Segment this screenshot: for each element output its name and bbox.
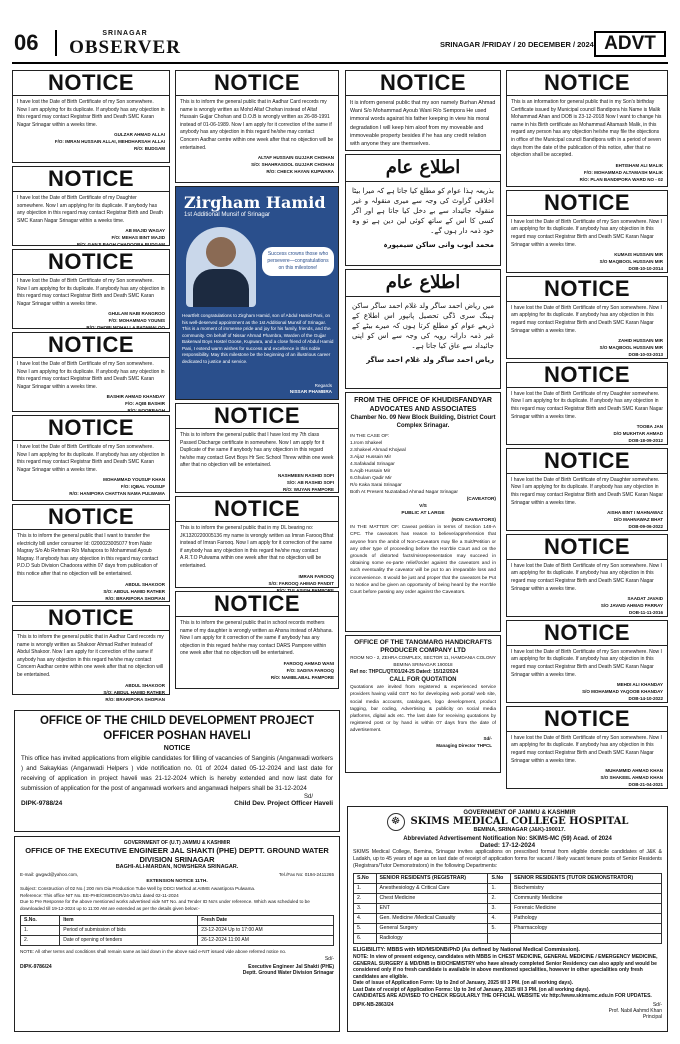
notice-signature [507, 681, 667, 705]
notice-box [506, 448, 668, 531]
signature-line: S/O MAQBOOL HUSSAIN MIR [599, 259, 663, 265]
table-cell: General Surgery [376, 924, 488, 934]
signature-line: R/O: WUYAN PAMPORE [282, 486, 334, 492]
notice-heading: NOTICE [507, 535, 667, 560]
notice-body: This is to inform the general public that I have lost my 7th class Passed Discharge certificate in somewhere. Now I am apply for it Duplicate of the same if anybody has any objection in this regard he/she may contact Govt Boys Hr Sec School Threw within one week after that no objection will be entertained. [180, 432, 334, 469]
table-row [354, 884, 662, 894]
table-header-row [354, 874, 662, 884]
notice-heading: NOTICE [507, 621, 667, 646]
table-cell: Biochemistry [511, 884, 662, 894]
portrait-photo [186, 227, 256, 307]
notice-heading: NOTICE [176, 71, 338, 96]
skims-table [353, 873, 662, 944]
header-rule [12, 62, 668, 64]
jal-sd: Sd/- [324, 955, 334, 962]
caveat-party-line: (CAVEATOR) [466, 497, 496, 503]
caveat-party-line: 4.Safakadal Srinagar [350, 462, 395, 468]
signature-line: DOB-10-10-2014 [628, 266, 663, 272]
table-cell: Community Medicine [511, 894, 662, 904]
table-cell: 6. [354, 934, 377, 944]
notice-heading: NOTICE [346, 71, 500, 96]
notice-box [506, 706, 668, 789]
signature-line: R/O: BRARIPORA SHOPIAN [105, 696, 165, 702]
signature-line: R/O: PLAN BANDIPORA WARD NO - 02 [579, 176, 663, 182]
notice-box [506, 620, 668, 703]
cdp-notice-label: NOTICE [163, 745, 191, 752]
signature-line: DOB-09-06-2022 [628, 524, 663, 530]
table-header-cell: SENIOR RESIDENTS (REGISTRAR) [376, 874, 488, 884]
signature-line: R/O: NAMBLABAL PAMPORE [270, 674, 334, 680]
cdp-notice [14, 710, 340, 832]
table-row [21, 936, 334, 946]
notice-signature [176, 154, 338, 178]
dateline: SRINAGAR /FRIDAY / 20 DECEMBER / 2024 [440, 40, 594, 49]
signature-line: MOHAMMAD YOUSUF KHAN [103, 477, 165, 483]
caveat-party-line: 3.Aijaz Hussain Mir [350, 455, 392, 461]
notice-body: I have lost the Date of Birth Certificate of my Son somewhere. Now I am applying for its duplicate. If anybody has any objection in this regard may contact Registrar Birth and Death SMC Karan Nagar Srinagar within a weeks time. [511, 218, 662, 248]
jal-shakti-notice [14, 836, 340, 1032]
signature-line: MEHDI ALI KHANDAY [616, 682, 663, 688]
caveat-party-line: IN THE CASE OF: [350, 434, 390, 440]
notice-box [175, 403, 339, 493]
signature-line: DOB-11-11-2016 [628, 610, 663, 616]
notice-body: I have lost the Date of Birth Certificate of my Daughter somewhere. Now I am applying for its duplicate. If anybody has any objection in this regard may contact Registrar Birth and Death SMC Karan Nagar Srinagar within a weeks time. [511, 476, 664, 506]
notice-heading: NOTICE [507, 277, 667, 302]
notice-body: I have lost the Date of Birth Certificate of my Son somewhere. Now I am applying for its duplicate. If anybody has any objection in this regard may contact Registrar Birth and Death SMC Karan Nagar Srinagar within a weeks time. [17, 278, 165, 307]
signature-line: KUMAIS HUSSAIN MIR [614, 252, 663, 258]
notice-body: I have lost the Date of Birth Certificate of my Son somewhere. Now I am applying for its duplicate. If anybody has any objection in this regard may contact Registrar Birth and Death SMC Karan Nagar Srinagar within a weeks time. [17, 99, 165, 128]
signature-line: F/O: AQIB BASHIR [125, 401, 165, 407]
signature-line: ABDUL SHAKOOR [125, 581, 165, 587]
caveat-party-line: 1.Irom Shakeel [350, 441, 383, 447]
notice-body: This is to inform the general public that in my DL bearing no: JK1320220005136 my name is wrongly written as Imran Farooq Bhat instead of Imran Farooq. Now I am apply for it correction of the same if anybody has any objection in this regard he/she may contact A.R.T.O Pulwama within one week after that no objection will be entertained. [180, 525, 334, 569]
skims-dated: Dated: 17-12-2024 [479, 842, 536, 849]
signature-line: F/O: SADIYA FAROOQ [286, 667, 334, 673]
signature-line: AISHA BINT I MAHNAWAZ [607, 510, 663, 516]
cdp-sd: Sd/ [303, 794, 313, 800]
skims-dipk: DIPK-NB-2863/24 [353, 1001, 394, 1008]
signature-line: D/O MUKHTAR AHMAD [613, 431, 663, 437]
table-cell: Pathology [511, 914, 662, 924]
signature-line: DOB-10-03-2013 [628, 352, 663, 358]
table-cell: 1. [354, 884, 377, 894]
cdp-title-2: OFFICER POSHAN HAVELI [103, 730, 251, 742]
cdp-title-1: OFFICE OF THE CHILD DEVELOPMENT PROJECT [39, 715, 315, 727]
signature-line: R/O: BUDGAM [134, 146, 165, 152]
advocates-title: FROM THE OFFICE OF KHUDISFANDYAR ADVOCATES AND ASSOCIATES [354, 397, 492, 414]
urdu-notice-1 [345, 154, 501, 266]
signature-line: S/O MAQBOOL HUSSAIN MIR [599, 345, 663, 351]
skims-advertisement [347, 806, 668, 1032]
header-divider [55, 30, 57, 56]
table-cell: Forensic Medicine [511, 904, 662, 914]
table-cell: 2. [21, 936, 60, 946]
notice-body: I have lost the Date of Birth Certificate of my Daughter somewhere. Now I am applying for its duplicate. If anybody has any objection in this regard may contact Registrar Birth and Death SMC Karan Nagar Srinagar within a weeks time. [17, 195, 163, 224]
table-row [21, 926, 334, 936]
advocates-address: Chamber No. 09 New Block Building, District Court Complex Srinagar. [350, 415, 496, 430]
notice-box [175, 70, 339, 183]
notice-signature [507, 337, 667, 361]
table-cell: 4. [488, 914, 511, 924]
table-row [354, 904, 662, 914]
table-cell: 3. [354, 904, 377, 914]
signature-line: S/O MOHAMMAD YAQOOB KHANDAY [582, 689, 663, 695]
caveat-party-line: Both At Present Nuzatabad Ahmad Nagar Srinagar [350, 490, 458, 496]
cdp-dipk: DIPK-9788/24 [21, 800, 63, 807]
notice-signature [350, 735, 496, 752]
signature-line: R/O: HANIPORA CHATTAN NAMA PULWAMA [69, 491, 165, 497]
notice-heading: NOTICE [507, 191, 667, 216]
notice-heading: NOTICE [13, 167, 169, 192]
signature-line: DOB-14-10-2022 [628, 696, 663, 702]
notice-body: This is to inform the general public that I want to transfer the electricity bill under consumer Id: 0200023005077 from Nabir Magray S/o Ab Rehman R/o Mahapora to Mohammad Ayoub Magray. If anybody has any objection in this regard may contact P.D.D Sub Division Chadoora within 07 days from publication of this notice after that no objection will be entertained. [17, 533, 159, 577]
signature-line: F/O: MEHAS BINT MAJID [111, 235, 165, 241]
table-cell: 4. [354, 914, 377, 924]
signature-line: F/O: IQBAL YOUSUF [120, 484, 165, 490]
table-cell: Period of submission of bids [60, 926, 198, 936]
signature-line: DOB-21-04-2021 [628, 782, 663, 788]
notice-signature [507, 595, 667, 619]
signature-line: DOB-18-09-2012 [628, 438, 663, 444]
notice-signature [507, 767, 667, 791]
notice-box [12, 166, 170, 246]
jal-tel: Tel./Fax No: 0194-2411265 [278, 872, 334, 877]
skims-note: Date of issue of Application Form: Up to 2nd of January, 2025 till 3 PM. (on all working days). [353, 980, 574, 986]
table-cell: 1. [488, 884, 511, 894]
jal-note: Due to Pre Response for the above mentioned works advertised vide NIT No. and Tender ID No's under reference. Which was scheduled to be downloaded till 19-12-2024 up to 11:00 AM are extended as per the details given below:- [20, 899, 310, 911]
congrats-from: NISSAR PHAMBRA [289, 389, 332, 394]
skims-note: NOTE: In view of present exigency, candidates with MBBS in CHEST MEDICINE, GENERAL MEDICINE / EMERGENCY MEDICINE, GENERAL SURGERY & MD/DNB in BIOCHEMISTRY who have already completed Senior Residency can also apply and would be considered only if no fresh candidate is available in above mentioned specialities, however in other specialities only fresh candidates are eligible. [353, 954, 658, 980]
notice-box [506, 276, 668, 359]
jal-notes: NOTE: All other terms and conditions shall remain same as laid down in the above said e-NIT issued vide above referred notice no. [20, 949, 287, 954]
urdu-heading: اطلاع عام [346, 155, 500, 182]
signature-line: S/O: FAROOQ AHMAD PANDIT [268, 580, 334, 586]
notice-signature [13, 581, 169, 605]
signature-line: S/O: SHAHRASOOL GUJJAR CHOHAN [251, 162, 334, 168]
notice-signature [13, 682, 169, 706]
caveat-party-line: (NON CAVEATORS) [451, 518, 496, 524]
tangmarg-ref: Ref no: THPCL/QT/01/24-25 Dated: 15/12/2024 [350, 669, 459, 676]
signature-line: GHULAM NABI RANGROO [108, 311, 165, 317]
notice-body: This is an information for general public that in my Son's birthday Certificate issued by Municipal council Bandipora his Name is Malik Mohammad Ahan and DOB is 23-12-2018 Now I want to change his name in his Birth certificate as Mohammad Altamash Malik, in this regard any person has any objection he/she may file the objections in office of the Municipal council Bandipora with in a period of seven days from the date of the publication of this notice, after that no objection shall be accepted. [511, 99, 662, 159]
emblem-icon: ☸ [387, 813, 405, 831]
jal-title: OFFICE OF THE EXECUTIVE ENGINEER JAL SHAKTI (PHE) DEPTT. GROUND WATER DIVISION SRINAGAR [25, 846, 329, 864]
table-cell: 26-12-2024 11:00 AM [198, 936, 334, 946]
table-cell: 5. [354, 924, 377, 934]
table-cell [488, 934, 511, 944]
caveat-party-line: 2.Shakeel Ahmad Khojwal [350, 448, 406, 454]
notice-signature [176, 472, 338, 496]
table-cell: 2. [354, 894, 377, 904]
notice-box [12, 332, 170, 412]
tangmarg-heading: CALL FOR QUOTATION [389, 677, 457, 684]
signature-line: AB MAJID WAGAY [125, 228, 165, 234]
notice-heading: NOTICE [176, 404, 338, 429]
caveat-party-line: V/S [419, 504, 427, 510]
urdu-signature: محمد ایوب وانی ساکن سیمپورہ [383, 241, 494, 250]
table-cell: Anesthesiology & Critical Care [376, 884, 488, 894]
notice-signature [13, 393, 169, 417]
table-row [354, 894, 662, 904]
notice-name-change [506, 70, 668, 187]
notice-heading: NOTICE [507, 71, 667, 96]
notice-box [175, 496, 339, 593]
notice-body: I have lost the Date of Birth Certificate of my Son somewhere. Now I am applying for its duplicate. If anybody has any objection in this regard may contact Registrar Birth and Death SMC Karan Nagar Srinagar within a weeks time. [17, 444, 165, 473]
congrats-badge: Success crowns those who persevere—congratulations on this milestone! [262, 247, 334, 276]
notice-signature [176, 660, 338, 684]
notice-signature [507, 251, 667, 275]
notice-heading: NOTICE [507, 707, 667, 732]
notice-box [12, 415, 170, 501]
notice-box [506, 534, 668, 617]
signature-line: ZAHID HUSSAIN MIR [618, 338, 663, 344]
notice-body: It is inform general public that my son namely Burhan Ahmad Wani S/o Mohammad Ayoub Wani R/o Sempora He used immoral words against his father keeping in view his moral degradation I will keep him aloof from my moveable and immoveable property besides if he has any credit relation with anyone they are themselves. [350, 100, 496, 148]
notice-body: This is to inform the general public that in school records mothers name of my daughter is wrongly written as Ahsna instead of Afshana. Now I am apply for it correction of the same if anybody has any objection in this regard he/she may contact DARS Pampore within one week after that no objection will be entertained. [180, 620, 333, 657]
skims-abbr: Abbreviated Advertisement Notification No: SKIMS-MC (59) Acad. of 2024 [403, 836, 612, 842]
table-cell: Chest Medicine [376, 894, 488, 904]
notice-signature [13, 227, 169, 251]
table-cell: 1. [21, 926, 60, 936]
notice-heading: NOTICE [13, 250, 169, 275]
signature-line: IMRAN FAROOQ [298, 573, 334, 579]
table-cell: ENT [376, 904, 488, 914]
signature-line: Sd/- [483, 735, 492, 741]
jal-email: E-mail: gwgwd@yahoo.com, [20, 872, 79, 877]
notice-body: This is to inform the general public that in Aadhar Card records my name is wrongly written as Shakoor Ahmad Rather instead of Abdul Shakoor. Now I am apply for it correction of the same if anybody has any objection in this regard he/she may contact Concern Aadhar centre within one week after that no objection will be entertained. [17, 634, 164, 678]
notice-box [12, 249, 170, 329]
urdu-notice-2 [345, 269, 501, 389]
table-cell: Item [60, 916, 198, 926]
urdu-signature: ریاض احمد ساگر ولد غلام احمد ساگر [366, 356, 494, 365]
column-2 [175, 70, 339, 692]
notice-box [175, 591, 339, 689]
signature-line: S/O: AB RASHID SOFI [286, 479, 334, 485]
table-cell: 2. [488, 894, 511, 904]
table-header-cell: S.No [488, 874, 511, 884]
signature-line: TOOBA JAN [636, 424, 663, 430]
signature-line: ABDUL SHAKOOR [125, 682, 165, 688]
signature-line: S/O JAVAID AHMAD PARRAY [600, 603, 663, 609]
table-cell [511, 934, 662, 944]
notice-body: I have lost the Date of Birth Certificate of my Son somewhere. Now I am applying for its duplicate. If anybody has any objection in this regard may contact Registrar Birth and Death SMC Karan Nagar Srinagar within a weeks time. [511, 562, 662, 592]
notice-box [506, 190, 668, 273]
skims-note: CANDIDATES ARE ADVISED TO CHECK REGULARLY THE OFFICIAL WEBSITE viz http://www.skimsmc.edu.in FOR UPDATES. [353, 993, 652, 999]
notice-heading: NOTICE [13, 333, 169, 358]
notice-signature [13, 131, 169, 155]
column-4 [506, 70, 668, 792]
skims-gov: GOVERNMENT OF JAMMU & KASHMIR [463, 810, 576, 816]
jal-address: BAGHI-ALI-MARDAN, NOWSHERA SRINAGAR. [115, 864, 239, 870]
cdp-signatory: Child Dev. Project Officer Haveli [234, 800, 333, 807]
caveat-party-line: PUBLIC AT LARGE [401, 511, 445, 517]
logo-srinagar: SRINAGAR [102, 30, 148, 37]
notice-signature [507, 509, 667, 533]
skims-body: SKIMS Medical College, Bemina, Srinagar invites applications on prescribed format from eligible domicile candidates of J&K & Ladakh, up to 45 years of age as on last date of receipt of application forms for vacant / likely vacant tenure posts of Senior Residents (Registrars/Tutor Demonstrators) in the following Departments: [353, 849, 662, 869]
congratulation-ad [175, 186, 339, 400]
newspaper-logo [60, 30, 190, 58]
jal-subject: Subject: Construction of 02 No.( 200 mm Dia Production Tube Well by DDCI Method at AIIMS Awantipora Pulwama. [20, 886, 256, 891]
notice-heading: NOTICE [13, 416, 169, 441]
table-row [354, 914, 662, 924]
urdu-body: میں ریاض احمد ساگر ولد غلام احمد ساگر ساکن ہینگ سری ڈگی تحصیل پانپور اس اطلاع کے ذریعے عوام کو مطلع کرتا ہوں کہ میرے بیٹے کے غیر ذمہ دارانہ رویہ کی وجہ سے اس کو اپنی جائیداد سے عاق کیا جاتا ہے۔ [352, 302, 494, 351]
table-cell: S.No. [21, 916, 60, 926]
congrats-name: Zirgham Hamid [184, 193, 326, 212]
notice-heading: NOTICE [507, 363, 667, 388]
signature-line: R/O: CHECK HAYAN KUPWARA [266, 169, 334, 175]
tangmarg-body: Quotations are invited from registered & experienced service providers having valid GST No for developing web portal/ web site, social media accounts, catalogues, logo development, product tagging, bar coding, Advertising & publicity on social media platforms, digital ads etc. The last date for receiving quotations by registered post or by hand is within 07 days from the date of advertisement. [350, 685, 496, 734]
table-cell: 5. [488, 924, 511, 934]
notice-heading: NOTICE [13, 606, 169, 631]
notice-box [506, 362, 668, 445]
skims-note: Last Date of receipt of Application Forms: Up to 3rd of January, 2025 till 3 PM. (on all working days). [353, 986, 590, 993]
notice-signature [507, 162, 667, 186]
jal-ext: EXTENSION NOTICE 11TH. [146, 879, 208, 884]
notice-body: I have lost the Date of Birth Certificate of my Son somewhere. Now I am applying for its duplicate. If anybody has any objection in this regard may contact Registrar Birth and Death SMC Karan Nagar Srinagar within a weeks time. [511, 648, 662, 678]
table-cell: Pharmacology [511, 924, 662, 934]
notice-signature [13, 476, 169, 500]
jal-signature-line: Deptt. Ground Water Division Srinagar [242, 969, 334, 976]
signature-line: F/O: MOHAMMAD YOUNIS [108, 318, 165, 324]
table-row [354, 924, 662, 934]
urdu-heading: اطلاع عام [346, 270, 500, 297]
congrats-title: 1st Additional Munsif of Srinagar [184, 212, 271, 218]
signature-line: GULZAR AHMAD ALLAI [114, 132, 165, 138]
caveat-body: IN THE MATTER OF: Caveat petition in terms of Section 148-A CPC. The caveators has reason to believe/apprehension that anyone from the ambit of Non-Caveators may file a Suit/Petition or any other type of proceeding before the Hon'ble Court and on the grounds of distorted facts/misrepresentation may succeed in obtaining some ex-parte relief/order against the caveators and in such eventuality the caveator will be put to an irreparable loss and inconvenience. It would be just and proper that the caveators be Put to Notice and be given an opportunity of being heard by the Hon'ble Court before passing any order against the Caveators. [350, 525, 496, 596]
notice-body: I have lost the Date of Birth Certificate of my Son somewhere. Now I am applying for its duplicate. If anybody has any objection in this regard may contact Registrar Birth and Death SMC Karan Nagar Srinagar within a weeks time. [17, 361, 165, 390]
notice-signature [13, 310, 169, 334]
page-number: 06 [14, 30, 39, 55]
notice-heading: NOTICE [176, 497, 338, 522]
notice-body: This is to inform the general public that in Aadhar Card records my name is wrongly written as Mohd Altaf Chohan instead of Altaf Hussain Gujjar Chohan and D.O.B is wrongly written as 26-08-1991 instead of 01-06-1989. Now I am apply for it correction of the same if anybody has any objection in this regard he/she may contact Concern Aadhar centre within one week after that no objection will be entertained. [180, 99, 334, 151]
signature-line: EHTISHAM ALI MALIK [615, 162, 663, 168]
caveat-party-line: R/o Kaka Sarai Srinagar [350, 483, 402, 489]
signature-line: S/O: ABDUL HAMID RATHER [103, 588, 165, 594]
logo-observer: OBSERVER [69, 37, 181, 58]
congrats-text: Heartfelt congratulations to Zirgham Hamid, son of Abdul Hamid Pani, on his well-deserved appointment as the 1st Additional Munsif of Srinagar. This is a moment of immense pride and joy for his family, friends, and the community. On behalf of Nissar Ahmad Phambra, Warden of the Gujjar Bakerwal Boys Hostel Goose, Kupwara, and a close friend of Abdul Hamid Pani, I extend warm wishes for success and excellence in this noble responsibility. May this milestone be the beginning of an illustrious career dedicated to justice and service. [182, 313, 334, 364]
signature-line: BASHIR AHMAD KHANDAY [106, 394, 165, 400]
table-cell: 23-12-2024 Up to 17:00 AM [198, 926, 334, 936]
table-cell: Gen. Medicine /Medical Casualty [376, 914, 488, 924]
jal-gov: GOVERNMENT OF (U.T) JAMMU & KASHMIR [123, 840, 231, 846]
signature-line: F/O: IMRAN HUSSAIN ALLAI, MEHDHARSAH ALLAI [54, 139, 165, 145]
signature-line: F/O: MOHAMMAD ALTAMASH MALIK [583, 169, 663, 175]
table-row [354, 934, 662, 944]
cdp-body: This office has invited applications from eligible candidates for filling of vacancies of Sanginis (Anganwadi workers ) and Sakaykias (Anganwadi Helpers ) vide notification no. 01 of 2024 dated 05-12-2024 and last date for receiving of application in project haveli was 21-12-2024 which is hereby extended and now last date for submission of application for the post of anganwadi workers and anganwadi helpers shall be 31-12-2024 [21, 755, 333, 792]
notice-signature [507, 423, 667, 447]
signature-line: R/O: GANJI BAGH CHADOORA BUDGAM [76, 242, 165, 248]
notice-heading: NOTICE [507, 449, 667, 474]
tangmarg-address: ROOM NO - 2, ZEHRA COMPLEX, SECTOR 11, HAMDANIA COLONY BEMINA SRINAGAR 190018 [350, 655, 496, 667]
table-cell: Fresh Date [198, 916, 334, 926]
signature-line: D/O MAHNAWAZ BHAT [613, 517, 663, 523]
notice-heading: NOTICE [13, 71, 169, 96]
notice-body: I have lost the Date of Birth Certificate of my Daughter somewhere. Now I am applying for its duplicate. If anybody has any objection in this regard may contact Registrar Birth and Death SMC Karan Nagar Srinagar within a weeks time. [511, 390, 664, 420]
jal-signature-line: Executive Engineer Jal Shakti (PHE) [248, 963, 334, 970]
caveat-party-line: 5.Aqib Hussain Mir [350, 469, 391, 475]
section-label: ADVT [594, 31, 666, 57]
signature-line: R/O: TULASIGH PAMPORE [276, 587, 334, 593]
tangmarg-title: OFFICE OF THE TANGMARG HANDICRAFTS PRODUCER COMPANY LTD [354, 639, 492, 655]
jal-reference: Reference: This office NIT No. EE-PHE/GWDSGR/24-25/11 dated 02-11-2024 [20, 892, 179, 898]
skims-sub: BEMINA, SRINAGAR (J&K)-190017. [473, 827, 566, 833]
signature-line: S/O: ABDUL HAMID RATHER [103, 689, 165, 695]
table-cell: 3. [488, 904, 511, 914]
table-header-cell: S.No [354, 874, 377, 884]
signature-line: Managing Director THPCL [436, 742, 492, 748]
notice-body: I have lost the Date of Birth Certificate of my Son somewhere. Now I am applying for its duplicate. If anybody has any objection in this regard may contact Registrar Birth and Death SMC Karan Nagar Srinagar within a weeks time. [511, 734, 662, 764]
signature-line: R/O: DHOBI MOHALLA BATAMALOO [86, 325, 165, 331]
signature-line: NASHMEEN RASHID SOFI [277, 472, 334, 478]
signature-line: R/O: NOORBAGH [127, 408, 165, 414]
signature-line: SAADAT JAVAID [627, 596, 663, 602]
tangmarg-quotation [345, 635, 501, 773]
signature-line: FAROOQ AHMAD WANI [283, 660, 334, 666]
signature-line: S/O SHAKEEL AHMAD KHAN [600, 775, 663, 781]
notice-heading: NOTICE [13, 505, 169, 530]
notice-body: I have lost the Date of Birth Certificate of my Son somewhere. Now I am applying for its duplicate. If anybody has any objection in this regard may contact Registrar Birth and Death SMC Karan Nagar Srinagar within a weeks time. [511, 304, 662, 334]
skims-signature-line: Principal [642, 1013, 662, 1020]
urdu-body: بذریعہ ہذا عوام کو مطلع کیا جاتا ہے کہ میرا بیٹا اخلاقی گراوٹ کی وجہ سے میری منقولہ و غیر منقولہ جائیداد سے بے دخل کیا جاتا ہے اور اگر کسی کا اس کے ساتھ کوئی لین دین ہے تو وہ خود ذمہ دار ہوں گے۔ [352, 187, 494, 236]
advocates-caveat [345, 392, 501, 632]
table-cell: Date of opening of tenders [60, 936, 198, 946]
skims-sd: Sd/- [652, 1001, 662, 1008]
column-1 [12, 70, 170, 702]
notice-box [12, 605, 170, 702]
notice-heading: NOTICE [176, 592, 338, 617]
notice-box [12, 70, 170, 163]
signature-line: R/O: BRARIPORA SHOPIAN [105, 595, 165, 601]
table-cell: Radiology [376, 934, 488, 944]
table-row [21, 916, 334, 926]
skims-signature-line: Prof. Nabil Aahmd Khan [608, 1007, 662, 1014]
caveat-party-line: 6.Ghulam Qadir Mir [350, 476, 392, 482]
notice-disown [345, 70, 501, 151]
signature-line: ALTAF HUSSAIN GUJJAR CHOHAN [257, 155, 334, 161]
skims-eligibility: ELIGIBILITY: MBBS with MD/MS/DNB/PhD (As defined by National Medical Commission). [353, 947, 580, 953]
signature-line: MUHAMMID AHMAD KHAN [605, 768, 663, 774]
congrats-signoff [290, 383, 332, 395]
notice-box [12, 504, 170, 602]
jal-table [20, 915, 334, 946]
column-3 [345, 70, 501, 776]
skims-title: SKIMS MEDICAL COLLEGE HOSPITAL [410, 816, 629, 827]
table-header-cell: SENIOR RESIDENTS (TUTOR DEMONSTRATOR) [511, 874, 662, 884]
jal-dipk: DIPK-9786/24 [20, 963, 52, 970]
congrats-regards: Regards [314, 383, 332, 388]
